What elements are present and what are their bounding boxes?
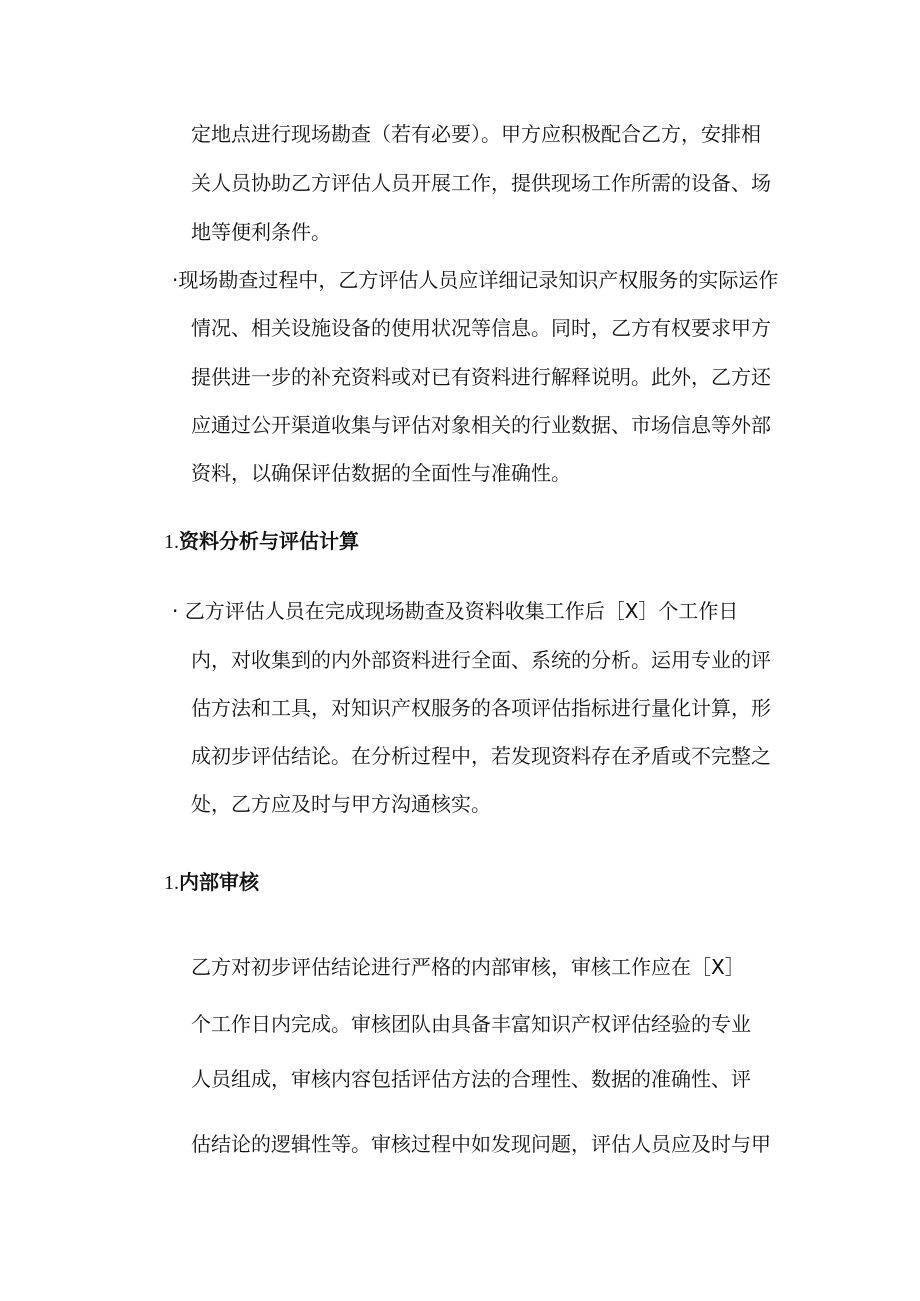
section-number: 1. (164, 872, 179, 894)
paragraph4-line-1: 乙方对初步评估结论进行严格的内部审核，审核工作应在［X］ (191, 955, 745, 979)
section-title: 资料分析与评估计算 (179, 529, 359, 553)
paragraph3-line-5: 处，乙方应及时与甲方沟通核实。 (191, 792, 491, 816)
paragraph3-line-1: · 乙方评估人员在完成现场勘查及资料收集工作后［X］个工作日 (172, 599, 739, 623)
paragraph2-line-2: 情况、相关设施设备的使用状况等信息。同时，乙方有权要求甲方 (191, 316, 771, 340)
section-heading-analysis (164, 527, 359, 556)
paragraph3-line-4: 成初步评估结论。在分析过程中，若发现资料存在矛盾或不完整之 (191, 744, 771, 768)
paragraph1-line-3: 地等便利条件。 (191, 220, 331, 244)
paragraph2-line-3: 提供进一步的补充资料或对已有资料进行解释说明。此外，乙方还 (191, 365, 771, 389)
section-title: 内部审核 (179, 870, 259, 894)
paragraph4-line-2: 个工作日内完成。审核团队由具备丰富知识产权评估经验的专业 (191, 1012, 751, 1036)
paragraph3-line-3: 估方法和工具，对知识产权服务的各项评估指标进行量化计算，形 (191, 696, 771, 720)
paragraph2-line-4: 应通过公开渠道收集与评估对象相关的行业数据、市场信息等外部 (191, 413, 771, 437)
paragraph1-line-1: 定地点进行现场勘查（若有必要）。甲方应积极配合乙方，安排相 (191, 122, 761, 146)
section-number: 1. (164, 531, 179, 553)
paragraph2-line-1: ·现场勘查过程中，乙方评估人员应详细记录知识产权服务的实际运作 (172, 268, 779, 292)
paragraph3-line-2: 内，对收集到的内外部资料进行全面、系统的分析。运用专业的评 (191, 648, 771, 672)
paragraph4-line-3: 人员组成，审核内容包括评估方法的合理性、数据的准确性、评 (191, 1067, 751, 1091)
section-heading-internal-review (164, 868, 259, 897)
paragraph2-line-5: 资料，以确保评估数据的全面性与准确性。 (191, 461, 571, 485)
paragraph4-line-4: 估结论的逻辑性等。审核过程中如发现问题，评估人员应及时与甲 (191, 1132, 771, 1156)
paragraph1-line-2: 关人员协助乙方评估人员开展工作，提供现场工作所需的设备、场 (191, 171, 771, 195)
